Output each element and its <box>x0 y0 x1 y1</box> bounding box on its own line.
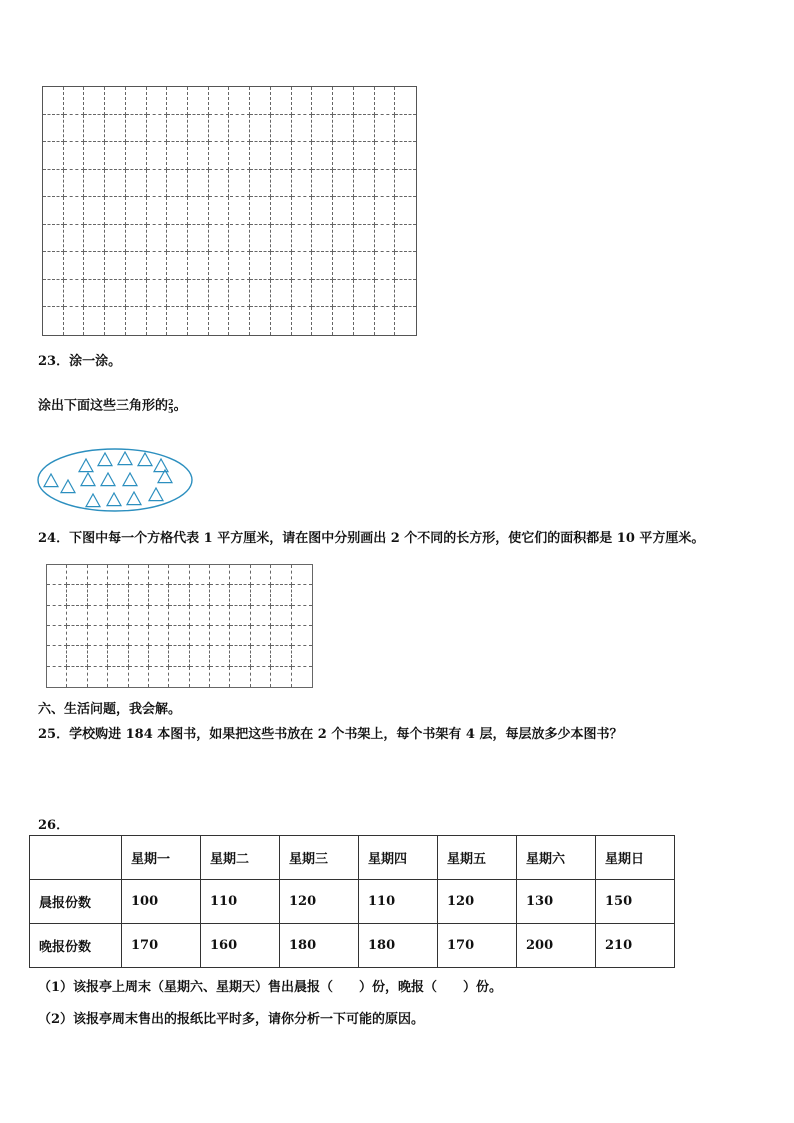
grid-cell <box>271 585 291 605</box>
grid-cell <box>209 252 230 280</box>
grid-cell <box>354 252 375 280</box>
table-cell: 150 <box>596 880 675 924</box>
grid-cell <box>43 87 64 115</box>
grid-cell <box>108 626 128 646</box>
grid-cell <box>64 170 85 198</box>
table-header-cell: 星期二 <box>201 836 280 880</box>
grid-cell <box>395 307 416 335</box>
grid-cell <box>375 87 396 115</box>
grid-cell <box>84 115 105 143</box>
grid-cell <box>395 197 416 225</box>
grid-cell <box>167 170 188 198</box>
grid-cell <box>149 626 169 646</box>
table-cell: 170 <box>438 924 517 968</box>
grid-cell <box>167 87 188 115</box>
grid-cell <box>126 225 147 253</box>
grid-cell <box>67 606 87 626</box>
q24-text: 24．下图中每一个方格代表 1 平方厘米，请在图中分别画出 2 个不同的长方形，使它们的面积都是 10 平方厘米。 <box>38 531 705 546</box>
grid-cell <box>292 585 312 605</box>
grid-cell <box>250 170 271 198</box>
grid-cell <box>105 142 126 170</box>
triangle-shape[interactable] <box>107 493 121 506</box>
grid-cell <box>250 115 271 143</box>
grid-cell <box>105 170 126 198</box>
grid-cell <box>312 170 333 198</box>
grid-cell <box>126 115 147 143</box>
grid-cell <box>169 585 189 605</box>
grid-cell <box>271 626 291 646</box>
grid-cell <box>230 307 251 335</box>
grid-cell <box>250 280 271 308</box>
grid-cell <box>108 667 128 687</box>
grid-cell <box>147 307 168 335</box>
grid-cell <box>230 626 250 646</box>
grid-cell <box>354 197 375 225</box>
grid-cell <box>333 225 354 253</box>
grid-cell <box>84 225 105 253</box>
grid-cell <box>126 252 147 280</box>
grid-cell <box>188 142 209 170</box>
q26-sub-question-1: （1）该报亭上周末（星期六、星期天）售出晨报（ ）份，晚报（ ）份。 <box>38 980 503 995</box>
grid-cell <box>375 307 396 335</box>
grid-cell <box>250 87 271 115</box>
grid-cell <box>250 197 271 225</box>
grid-cell <box>333 252 354 280</box>
row-label: 晚报份数 <box>30 924 122 968</box>
grid-cell <box>230 646 250 666</box>
grid-cell <box>169 667 189 687</box>
grid-cell <box>209 307 230 335</box>
grid-cell <box>230 115 251 143</box>
grid-cell <box>108 646 128 666</box>
grid-cell <box>271 115 292 143</box>
grid-cell <box>47 667 67 687</box>
grid-cell <box>251 565 271 585</box>
table-header-cell: 星期六 <box>517 836 596 880</box>
triangle-shape[interactable] <box>118 452 132 465</box>
grid-cell <box>190 565 210 585</box>
grid-cell <box>271 87 292 115</box>
grid-cell <box>47 626 67 646</box>
table-cell: 210 <box>596 924 675 968</box>
table-header-cell: 星期四 <box>359 836 438 880</box>
grid-cell <box>292 87 313 115</box>
grid-cell <box>105 115 126 143</box>
grid-cell <box>43 142 64 170</box>
grid-cell <box>64 197 85 225</box>
grid-cell <box>126 280 147 308</box>
grid-cell <box>126 307 147 335</box>
grid-cell <box>67 565 87 585</box>
grid-cell <box>84 87 105 115</box>
grid-cell <box>188 87 209 115</box>
grid-cell <box>271 252 292 280</box>
grid-cell <box>67 646 87 666</box>
triangle-shape[interactable] <box>81 473 95 486</box>
triangle-shape[interactable] <box>98 453 112 466</box>
oval-outline <box>38 449 192 511</box>
grid-cell <box>88 626 108 646</box>
grid-cell <box>292 280 313 308</box>
grid-cell <box>292 170 313 198</box>
grid-cell <box>105 225 126 253</box>
grid-cell <box>354 142 375 170</box>
grid-cell <box>190 606 210 626</box>
q26-number: 26． <box>38 818 70 833</box>
table-cell: 180 <box>280 924 359 968</box>
grid-cell <box>88 646 108 666</box>
section-six-title: 六、生活问题，我会解。 <box>38 702 182 717</box>
table-cell: 110 <box>201 880 280 924</box>
grid-cell <box>188 197 209 225</box>
grid-cell <box>230 87 251 115</box>
grid-cell <box>333 280 354 308</box>
grid-cell <box>43 280 64 308</box>
grid-cell <box>312 280 333 308</box>
grid-cell <box>251 585 271 605</box>
grid-cell <box>209 225 230 253</box>
grid-cell <box>250 225 271 253</box>
grid-cell <box>105 87 126 115</box>
q25-text: 25．学校购进 184 本图书，如果把这些书放在 2 个书架上，每个书架有 4 层，每层放多少本图书？ <box>38 727 623 742</box>
grid-cell <box>169 646 189 666</box>
grid-cell <box>209 197 230 225</box>
table-cell: 120 <box>280 880 359 924</box>
grid-cell <box>354 115 375 143</box>
grid-cell <box>188 280 209 308</box>
grid-cell <box>395 225 416 253</box>
grid-cell <box>230 667 250 687</box>
triangle-shape[interactable] <box>79 459 93 472</box>
grid-cell <box>47 646 67 666</box>
table-cell: 180 <box>359 924 438 968</box>
grid-cell <box>129 667 149 687</box>
triangle-shape[interactable] <box>149 488 163 501</box>
grid-cell <box>147 142 168 170</box>
grid-cell <box>88 565 108 585</box>
grid-cell <box>271 142 292 170</box>
grid-cell <box>67 585 87 605</box>
grid-cell <box>333 170 354 198</box>
grid-cell <box>209 170 230 198</box>
grid-cell <box>190 667 210 687</box>
grid-cell <box>108 565 128 585</box>
row-label: 晨报份数 <box>30 880 122 924</box>
grid-cell <box>354 307 375 335</box>
grid-cell <box>126 170 147 198</box>
table-header-cell: 星期三 <box>280 836 359 880</box>
grid-cell <box>167 197 188 225</box>
grid-cell <box>167 307 188 335</box>
grid-cell <box>84 307 105 335</box>
grid-cell <box>375 170 396 198</box>
grid-cell <box>395 142 416 170</box>
grid-cell <box>105 307 126 335</box>
grid-cell <box>88 606 108 626</box>
grid-cell <box>395 115 416 143</box>
grid-cell <box>292 142 313 170</box>
grid-cell <box>395 252 416 280</box>
grid-cell <box>271 646 291 666</box>
table-header-row <box>30 836 675 880</box>
top-grid <box>42 86 417 336</box>
grid-cell <box>271 606 291 626</box>
grid-cell <box>271 225 292 253</box>
grid-cell <box>230 225 251 253</box>
newspaper-sales-table <box>29 835 675 968</box>
grid-cell <box>149 667 169 687</box>
grid-cell <box>190 626 210 646</box>
grid-cell <box>149 585 169 605</box>
triangle-shape[interactable] <box>101 473 115 486</box>
grid-cell <box>250 307 271 335</box>
grid-cell <box>188 115 209 143</box>
grid-cell <box>230 585 250 605</box>
grid-cell <box>312 142 333 170</box>
grid-cell <box>333 87 354 115</box>
table-cell: 100 <box>122 880 201 924</box>
grid-cell <box>129 565 149 585</box>
grid-cell <box>167 115 188 143</box>
grid-cell <box>251 626 271 646</box>
grid-cell <box>292 565 312 585</box>
q26-sub-question-2: （2）该报亭周末售出的报纸比平时多，请你分析一下可能的原因。 <box>38 1012 425 1027</box>
grid-cell <box>88 667 108 687</box>
q23-instruction: 涂出下面这些三角形的 2 5 。 <box>38 397 187 415</box>
grid-cell <box>67 667 87 687</box>
grid-cell <box>271 667 291 687</box>
table-cell <box>30 836 122 880</box>
grid-cell <box>188 225 209 253</box>
grid-cell <box>190 585 210 605</box>
grid-cell <box>251 646 271 666</box>
grid-cell <box>312 197 333 225</box>
grid-cell <box>105 197 126 225</box>
grid-cell <box>292 197 313 225</box>
grid-cell <box>43 252 64 280</box>
grid-cell <box>64 225 85 253</box>
table-cell: 160 <box>201 924 280 968</box>
grid-cell <box>375 115 396 143</box>
triangle-shape[interactable] <box>61 480 75 493</box>
grid-cell <box>149 565 169 585</box>
fraction-two-fifths: 2 5 <box>168 397 174 415</box>
grid-cell <box>395 170 416 198</box>
grid-cell <box>210 626 230 646</box>
grid-cell <box>108 606 128 626</box>
grid-cell <box>230 280 251 308</box>
grid-cell <box>312 252 333 280</box>
grid-cell <box>209 142 230 170</box>
grid-cell <box>395 87 416 115</box>
grid-cell <box>43 225 64 253</box>
grid-cell <box>129 585 149 605</box>
grid-cell <box>84 252 105 280</box>
grid-cell <box>105 280 126 308</box>
grid-cell <box>47 585 67 605</box>
grid-cell <box>147 87 168 115</box>
grid-cell <box>209 87 230 115</box>
triangle-oval-figure <box>36 444 196 520</box>
q23-title: 23．涂一涂。 <box>38 354 122 369</box>
table-row <box>30 924 675 968</box>
grid-cell <box>64 307 85 335</box>
grid-cell <box>210 606 230 626</box>
grid-cell <box>230 197 251 225</box>
grid-cell <box>188 170 209 198</box>
grid-cell <box>149 606 169 626</box>
grid-cell <box>354 170 375 198</box>
table-header-cell: 星期日 <box>596 836 675 880</box>
table-cell: 170 <box>122 924 201 968</box>
grid-cell <box>354 280 375 308</box>
grid-cell <box>210 565 230 585</box>
grid-cell <box>129 626 149 646</box>
grid-cell <box>67 626 87 646</box>
table-cell: 120 <box>438 880 517 924</box>
grid-cell <box>126 87 147 115</box>
q23-instruction-prefix: 涂出下面这些三角形的 <box>38 398 169 414</box>
grid-cell <box>230 252 251 280</box>
grid-cell <box>147 170 168 198</box>
grid-cell <box>129 606 149 626</box>
grid-cell <box>333 115 354 143</box>
table-header-cell: 星期五 <box>438 836 517 880</box>
grid-cell <box>250 142 271 170</box>
grid-cell <box>375 197 396 225</box>
grid-cell <box>210 646 230 666</box>
grid-cell <box>64 280 85 308</box>
grid-cell <box>250 252 271 280</box>
grid-cell <box>47 565 67 585</box>
grid-cell <box>375 280 396 308</box>
grid-cell <box>126 197 147 225</box>
grid-cell <box>64 87 85 115</box>
grid-cell <box>271 197 292 225</box>
grid-cell <box>292 225 313 253</box>
grid-cell <box>188 307 209 335</box>
table-cell: 200 <box>517 924 596 968</box>
grid-cell <box>292 646 312 666</box>
grid-cell <box>375 225 396 253</box>
grid-cell <box>84 197 105 225</box>
grid-cell <box>312 115 333 143</box>
grid-cell <box>43 307 64 335</box>
grid-cell <box>43 170 64 198</box>
grid-cell <box>47 606 67 626</box>
grid-cell <box>147 280 168 308</box>
grid-cell <box>190 646 210 666</box>
grid-cell <box>292 115 313 143</box>
grid-cell <box>312 87 333 115</box>
grid-cell <box>167 252 188 280</box>
grid-cell <box>108 585 128 605</box>
triangle-shape[interactable] <box>138 453 152 466</box>
grid-cell <box>43 197 64 225</box>
grid-cell <box>292 626 312 646</box>
grid-cell <box>292 667 312 687</box>
grid-cell <box>292 307 313 335</box>
grid-cell <box>375 252 396 280</box>
grid-cell <box>147 115 168 143</box>
grid-cell <box>375 142 396 170</box>
table-cell: 110 <box>359 880 438 924</box>
grid-cell <box>167 225 188 253</box>
triangle-shape[interactable] <box>123 473 137 486</box>
grid-cell <box>354 87 375 115</box>
grid-cell <box>126 142 147 170</box>
grid-cell <box>271 280 292 308</box>
grid-cell <box>230 606 250 626</box>
table-row <box>30 880 675 924</box>
grid-cell <box>230 565 250 585</box>
grid-cell <box>251 606 271 626</box>
grid-cell <box>210 585 230 605</box>
grid-cell <box>169 565 189 585</box>
grid-cell <box>64 252 85 280</box>
grid-cell <box>64 115 85 143</box>
grid-cell <box>271 170 292 198</box>
grid-cell <box>169 626 189 646</box>
grid-cell <box>147 225 168 253</box>
grid-cell <box>84 142 105 170</box>
grid-cell <box>230 170 251 198</box>
grid-cell <box>395 280 416 308</box>
triangle-shape[interactable] <box>44 474 58 487</box>
grid-cell <box>188 252 209 280</box>
grid-cell <box>312 307 333 335</box>
grid-cell <box>333 307 354 335</box>
grid-cell <box>210 667 230 687</box>
grid-cell <box>167 142 188 170</box>
grid-cell <box>230 142 251 170</box>
grid-cell <box>147 252 168 280</box>
grid-cell <box>271 565 291 585</box>
grid-cell <box>64 142 85 170</box>
grid-cell <box>333 142 354 170</box>
grid-cell <box>43 115 64 143</box>
grid-cell <box>169 606 189 626</box>
grid-cell <box>88 585 108 605</box>
grid-cell <box>129 646 149 666</box>
grid-cell <box>312 225 333 253</box>
table-cell: 130 <box>517 880 596 924</box>
grid-cell <box>84 170 105 198</box>
grid-cell <box>354 225 375 253</box>
table-header-cell: 星期一 <box>122 836 201 880</box>
grid-cell <box>84 280 105 308</box>
area-grid[interactable] <box>46 564 313 688</box>
grid-cell <box>209 115 230 143</box>
grid-cell <box>147 197 168 225</box>
grid-cell <box>105 252 126 280</box>
grid-cell <box>167 280 188 308</box>
grid-cell <box>209 280 230 308</box>
grid-cell <box>271 307 292 335</box>
triangle-shape[interactable] <box>127 492 141 505</box>
grid-cell <box>251 667 271 687</box>
triangle-shape[interactable] <box>86 494 100 507</box>
grid-cell <box>292 252 313 280</box>
triangle-shape[interactable] <box>154 459 168 472</box>
grid-cell <box>149 646 169 666</box>
grid-cell <box>292 606 312 626</box>
grid-cell <box>333 197 354 225</box>
